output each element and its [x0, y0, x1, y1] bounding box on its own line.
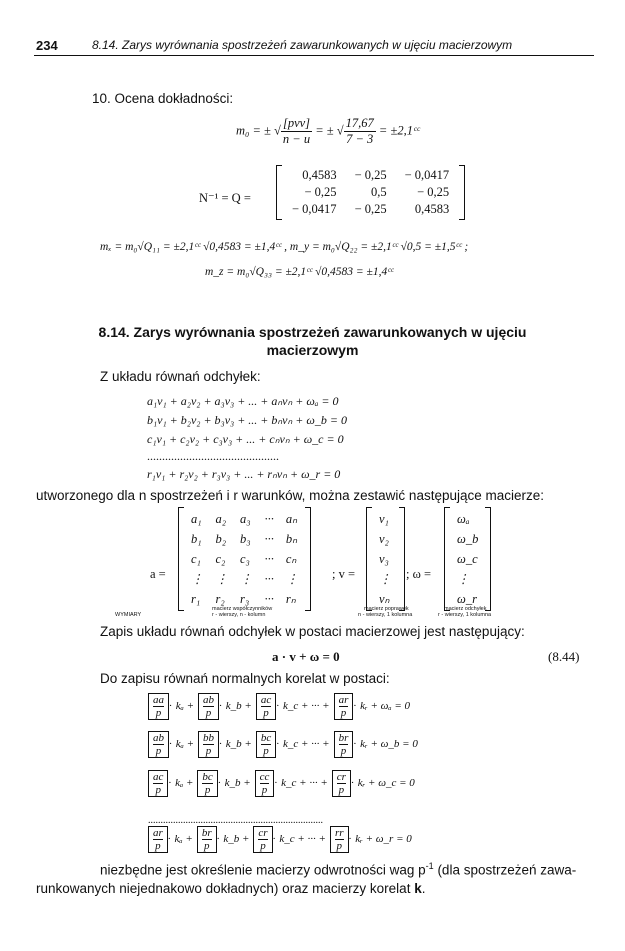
normal-text: Do zapisu równań normalnych korelat w postaci: — [100, 671, 390, 686]
a-cell: ⋮ — [191, 572, 204, 586]
equation-row: a₁v₁ + a₂v₂ + a₃v₃ + ... + aₙvₙ + ωₐ = 0 — [147, 394, 339, 408]
normal-equation-row: $\frac{aa}{p}\cdot k_a$ + $\frac{ab}{p}\cdot$ k_b + $\frac{ac}{p}\cdot$ k_c + ··· + $\frac{ar}{p}\cdot$ kᵣ + ωₐ = 0 — [148, 693, 414, 720]
a-cell: ··· — [264, 551, 274, 566]
m0-denominator-2: 7 − 3 — [346, 132, 374, 146]
m0-numerator: [pvv] — [281, 116, 312, 132]
k-term: k_c + ··· + — [282, 700, 330, 713]
mz-line: m_z = m₀√Q₃₃ = ±2,1ᶜᶜ √0,4583 = ±1,4ᶜᶜ — [205, 266, 394, 278]
intro-text: Z układu równań odchyłek: — [100, 369, 261, 384]
closing-sup: -1 — [425, 861, 434, 871]
closing-bold-k: k — [414, 881, 422, 896]
bracket-numerator: ab — [153, 732, 164, 744]
normal-equation-row: $\frac{ab}{p}\cdot k_a$ + $\frac{bb}{p}\cdot$ k_b + $\frac{bc}{p}\cdot$ k_c + ··· + $\frac{br}{p}\cdot$ kᵣ + ω_b = 0 — [148, 731, 422, 758]
bracket-denominator: p — [260, 840, 266, 852]
section-heading-line1: 8.14. Zarys wyrównania spostrzeżeń zawarunkowanych w ujęciu — [98, 324, 527, 340]
running-title: 8.14. Zarys wyrównania spostrzeżeń zawarunkowanych w ujęciu macierzowym — [92, 38, 513, 52]
bracket-denominator: p — [338, 784, 345, 796]
a-cell: cₙ — [285, 552, 297, 566]
w-cell: ωₐ — [457, 511, 470, 526]
bracket-denominator: p — [155, 745, 162, 757]
bracket-term — [148, 731, 169, 758]
k-term: k_b + — [225, 700, 252, 713]
bracket-term — [197, 826, 217, 853]
bracket-term — [334, 693, 354, 720]
a-cell: aₙ — [285, 512, 298, 526]
bracket-denominator: p — [203, 840, 210, 852]
bracket-term — [198, 731, 219, 758]
a-cell: ⋮ — [285, 572, 299, 586]
a-cell: a₂ — [215, 511, 227, 526]
m0-numerator-2: 17,67 — [345, 116, 374, 130]
a-cell: ··· — [264, 571, 274, 586]
bracket-denominator: p — [261, 784, 268, 796]
a-cell: r₂ — [215, 591, 225, 606]
caption-v: macierz poprawek — [364, 606, 409, 612]
bracket-numerator: ar — [153, 827, 163, 839]
a-cell: c₁ — [191, 551, 201, 566]
q-cell: − 0,25 — [354, 202, 387, 216]
caption-w-dims: r - wierszy, 1 kolumna — [438, 612, 492, 618]
bracket-numerator: ar — [338, 694, 349, 706]
v-cell: v₁ — [379, 511, 389, 526]
q-cell: − 0,25 — [354, 168, 387, 182]
bracket-numerator: aa — [153, 694, 164, 706]
bracket-numerator: ac — [153, 771, 164, 783]
bracket-numerator: bc — [202, 771, 213, 783]
mx-my-line: mₓ = m₀√Q₁₁ = ±2,1ᶜᶜ √0,4583 = ±1,4ᶜᶜ , m_y = m₀√Q₂₂ = ±2,1ᶜᶜ √0,5 = ±1,5ᶜᶜ ; — [100, 241, 469, 253]
bracket-numerator: rr — [334, 827, 344, 839]
m0-mid: = ± — [315, 123, 334, 138]
normal-equation-row: $\frac{ac}{p}\cdot k_a$ + $\frac{bc}{p}\cdot$ k_b + $\frac{cc}{p}\cdot$ k_c + ··· + $\frac{cr}{p}\cdot$ kᵣ + ω_c = 0 — [148, 770, 419, 797]
w-cell: ω_c — [457, 551, 478, 566]
bracket-denominator: p — [205, 707, 212, 719]
w-cell: ⋮ — [457, 572, 470, 586]
bracket-numerator: ab — [203, 694, 215, 706]
page-number: 234 — [36, 38, 58, 53]
bracket-term — [148, 826, 168, 853]
a-cell: c₃ — [240, 551, 250, 566]
w-cell: ω_b — [457, 531, 479, 546]
a-cell: a₁ — [191, 511, 202, 526]
bracket-denominator: p — [336, 840, 342, 852]
q-cell: 0,5 — [371, 185, 387, 199]
v-cell: vₙ — [379, 592, 390, 606]
caption-w: macierz odchyłek — [444, 606, 487, 612]
k-term: k_c + ··· + — [282, 738, 330, 751]
a-cell: c₂ — [215, 551, 226, 566]
caption-v-dims: n - wierszy, 1 kolumna — [358, 612, 413, 618]
q-cell: 0,4583 — [302, 168, 337, 182]
bracket-term — [197, 770, 217, 797]
matrix-a — [178, 507, 311, 611]
q-cell: − 0,0417 — [404, 168, 450, 182]
k-term: kₐ + — [175, 738, 195, 751]
a-cell: ··· — [264, 511, 274, 526]
bracket-term — [253, 826, 272, 853]
bracket-denominator: p — [263, 707, 269, 719]
a-cell: r₁ — [191, 591, 201, 606]
a-cell: b₃ — [240, 531, 251, 546]
closing-line-2 — [36, 881, 425, 896]
k-term: k_b + — [225, 738, 252, 751]
k-term: k_b + — [223, 833, 250, 846]
a-cell: ··· — [264, 531, 274, 546]
equation-dots: ............................................ — [147, 449, 279, 463]
bracket-denominator: p — [340, 745, 347, 757]
closing-text-b: (dla spostrzeżeń zawa- — [433, 862, 577, 878]
section-10-title: 10. Ocena dokładności: — [92, 91, 234, 106]
bracket-denominator: p — [155, 707, 162, 719]
a-cell: a₃ — [240, 511, 251, 526]
m0-lhs: m₀ = ± — [236, 123, 271, 138]
q-matrix — [276, 165, 465, 220]
closing-text-a: niezbędne jest określenie macierzy odwrotności wag p — [100, 862, 426, 878]
a-cell: b₁ — [191, 531, 202, 546]
k-tail: kᵣ + ωₐ = 0 — [360, 700, 411, 713]
bracket-denominator: p — [204, 784, 211, 796]
equation-row: r₁v₁ + r₂v₂ + r₃v₃ + ... + rₙvₙ + ω_r = 0 — [147, 467, 341, 481]
matrix-v-label: ; v = — [332, 567, 356, 581]
a-cell: ··· — [264, 591, 274, 606]
caption-a: macierz współczynników — [212, 606, 273, 612]
equation-row: c₁v₁ + c₂v₂ + c₃v₃ + ... + cₙvₙ + ω_c = 0 — [147, 432, 344, 446]
bracket-term — [330, 826, 349, 853]
k-tail: kᵣ + ω_b = 0 — [360, 738, 418, 751]
k-term: k_c + ··· + — [279, 833, 326, 846]
closing-line-1 — [100, 861, 576, 878]
bracket-numerator: cr — [258, 827, 268, 839]
normal-equation-row: $\frac{ar}{p}\cdot k_a$ + $\frac{br}{p}\cdot$ k_b + $\frac{cr}{p}\cdot$ k_c + ··· + $\frac{rr}{p}\cdot$ kᵣ + ω_r = 0 — [148, 826, 416, 853]
v-cell: v₂ — [379, 531, 389, 546]
k-term: kₐ + — [175, 777, 194, 790]
bracket-term — [256, 731, 276, 758]
bracket-term — [148, 770, 168, 797]
section-heading-line2: macierzowym — [266, 342, 359, 358]
a-cell: ⋮ — [215, 572, 228, 586]
q-label: N⁻¹ = Q = — [199, 191, 251, 205]
q-cell: − 0,0417 — [292, 202, 337, 216]
k-tail: kᵣ + ω_c = 0 — [357, 777, 415, 790]
k-term: k_c + ··· + — [281, 777, 328, 790]
a-cell: rₙ — [285, 592, 296, 606]
v-cell: ⋮ — [379, 572, 392, 586]
bracket-term — [334, 731, 354, 758]
v-cell: v₃ — [379, 551, 389, 566]
closing-text-c: runkowanych niejednakowo dokładnych) oraz macierzy korelat — [36, 881, 415, 896]
bracket-denominator: p — [155, 840, 161, 852]
bracket-term — [255, 770, 275, 797]
bracket-numerator: cc — [259, 771, 270, 783]
k-term: kₐ + — [174, 833, 193, 846]
matrix-form-text: Zapis układu równań odchyłek w postaci macierzowej jest następujący: — [100, 624, 525, 639]
formed-text: utworzonego dla n spostrzeżeń i r warunków, można zestawić następujące macierze: — [36, 488, 545, 503]
a-cell: b₂ — [215, 531, 227, 546]
matrix-v — [366, 507, 405, 611]
bracket-denominator: p — [205, 745, 212, 757]
bracket-term — [198, 693, 219, 720]
matrix-a-label: a = — [150, 567, 166, 581]
header-rule — [34, 55, 594, 56]
bracket-term — [332, 770, 351, 797]
closing-end: . — [421, 881, 426, 896]
matrix-omega — [444, 507, 491, 611]
matrix-w-label: ; ω = — [406, 567, 431, 581]
k-tail: kᵣ + ω_r = 0 — [355, 833, 412, 846]
bracket-denominator: p — [263, 745, 269, 757]
a-cell: r₃ — [240, 591, 250, 606]
k-term: k_b + — [224, 777, 251, 790]
bracket-denominator: p — [340, 707, 347, 719]
q-cell: − 0,25 — [417, 185, 450, 199]
a-cell: bₙ — [285, 532, 298, 546]
w-cell: ω_r — [457, 591, 477, 606]
matrix-equation: a · v + ω = 0 — [272, 649, 340, 664]
caption-a-dims: r - wierszy, n - kolumn — [212, 612, 266, 618]
caption-wymiary: WYMIARY — [115, 612, 142, 618]
bracket-numerator: br — [201, 827, 212, 839]
a-cell: ⋮ — [240, 572, 253, 586]
m0-denominator: n − u — [282, 132, 311, 146]
bracket-term — [148, 693, 169, 720]
equation-row: b₁v₁ + b₂v₂ + b₃v₃ + ... + bₙvₙ + ω_b = 0 — [147, 413, 347, 427]
normal-dots: ...................................................................... — [148, 815, 323, 826]
bracket-numerator: bc — [260, 732, 272, 744]
m0-result: = ±2,1ᶜᶜ — [378, 123, 420, 138]
k-term: kₐ + — [175, 700, 195, 713]
bracket-numerator: br — [338, 732, 349, 744]
bracket-numerator: bb — [203, 732, 215, 744]
bracket-numerator: cr — [336, 771, 346, 783]
q-cell: 0,4583 — [414, 202, 450, 216]
bracket-denominator: p — [155, 784, 161, 796]
bracket-term — [256, 693, 276, 720]
m0-formula: m₀ = ± √ $\frac{\text{[pvv]}}{n - u}$ = ± √ $\frac{17,67}{7 - 3}$ = ±2,1ᶜᶜ — [236, 116, 420, 146]
equation-number: (8.44) — [548, 649, 580, 664]
q-cell: − 0,25 — [304, 185, 337, 199]
bracket-numerator: ac — [260, 694, 272, 706]
